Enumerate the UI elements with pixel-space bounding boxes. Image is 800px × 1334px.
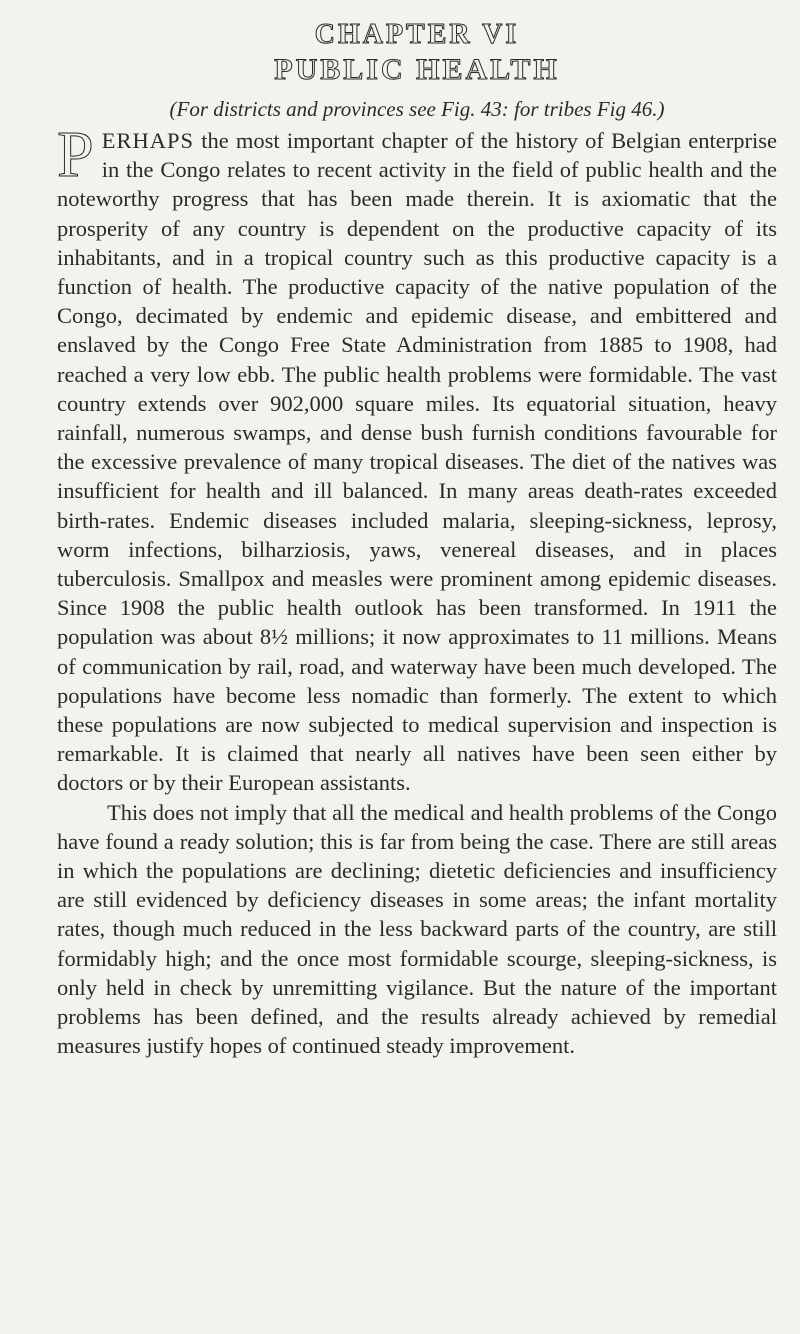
paragraph-1: [57, 118, 777, 798]
drop-cap: P: [57, 118, 94, 191]
lead-word: ERHAPS: [101, 128, 194, 153]
figure-reference-note: (For districts and provinces see Fig. 43: for tribes Fig 46.): [169, 97, 665, 121]
chapter-heading: CHAPTER VI: [314, 19, 520, 50]
chapter-title: PUBLIC HEALTH: [274, 53, 560, 86]
paragraph-2: This does not imply that all the medical and health problems of the Congo have found a ready solution; this is far from being the case. There are still areas in which the populations are declining; dietetic deficiencies and insufficiency are still evidenced by deficiency diseases in some areas; the infant mortality rates, though much reduced in the less backward parts of the country, are still formidably high; and the once most formidable scourge, sleeping-sickness, is only held in check by unremitting vigilance. But the nature of the important problems has been defined, and the results already achieved by remedial measures justify hopes of continued steady improvement.: [57, 799, 777, 1059]
paragraph-1-text: the most important chapter of the history of Belgian enterprise in the Congo relates to recent activity in the field of public health and the noteworthy progress that has been made therein. It is axiomatic that the prosperity of any country is dependent on the productive capacity of its inhabitants, and in a tropical country such as this productive capacity is a function of health. The productive capacity of the native population of the Congo, decimated by endemic and epidemic disease, and embittered and enslaved by the Congo Free State Administration from 1885 to 1908, had reached a very low ebb. The public health problems were formidable. The vast country extends over 902,000 square miles. Its equatorial situation, heavy rainfall, numerous swamps, and dense bush furnish conditions favourable for the excessive prevalence of many tropical diseases. The diet of the natives was insufficient for health and ill balanced. In many areas death-rates exceeded birth-rates. Endemic diseases included malaria, sleeping-sickness, leprosy, worm infections, bilharziosis, yaws, venereal diseases, and in places tuberculosis. Smallpox and measles were prominent among epidemic diseases. Since 1908 the public health outlook has been transformed. In 1911 the population was about 8½ millions; it now approximates to 11 millions. Means of communication by rail, road, and waterway have been much developed. The populations have become less nomadic than formerly. The extent to which these populations are now subjected to medical supervision and inspection is remarkable. It is claimed that nearly all natives have been seen either by doctors or by their European assistants.: [57, 128, 777, 796]
book-page: [57, 18, 777, 1061]
